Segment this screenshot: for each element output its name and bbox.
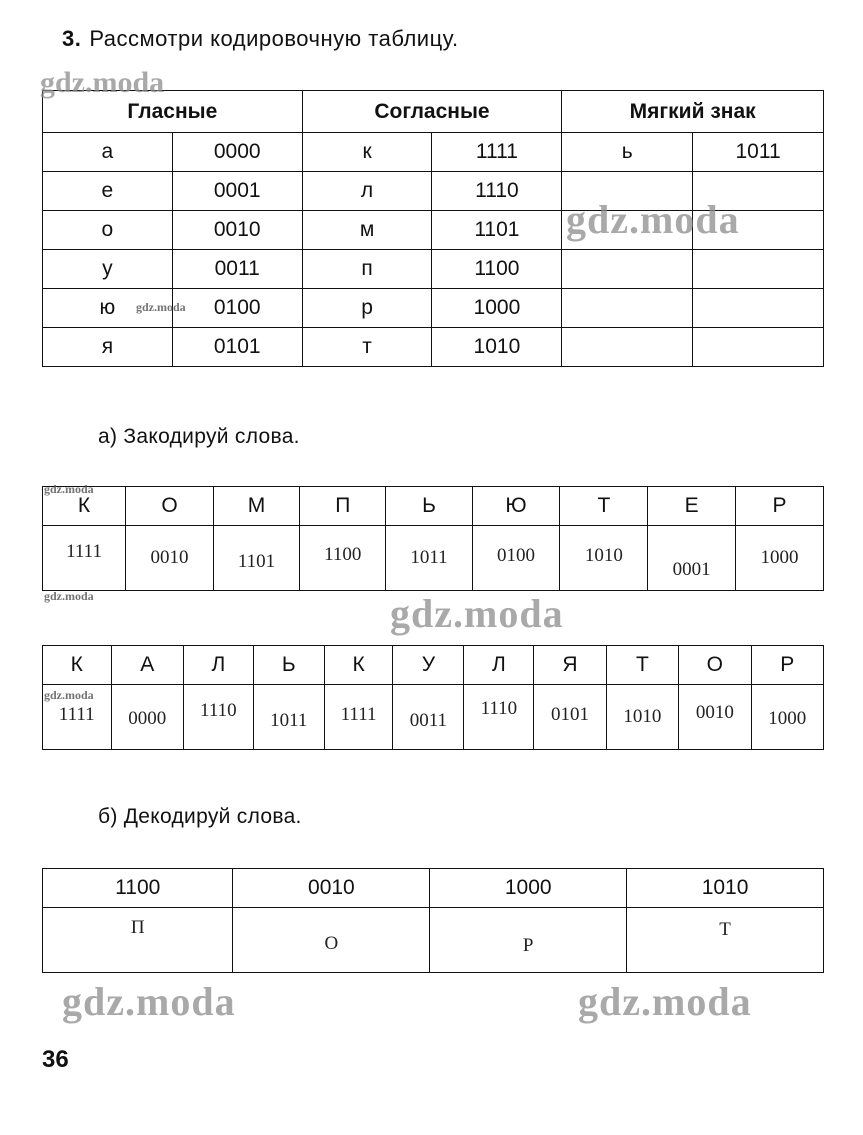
code-cell <box>693 328 824 367</box>
code-answer-cell <box>464 685 534 750</box>
task-text: Рассмотри кодировочную таблицу. <box>89 26 459 51</box>
letter-cell: ю <box>43 289 173 328</box>
code-cell: 1100 <box>43 869 233 908</box>
letter-cell: Т <box>560 487 648 526</box>
decode-table <box>42 868 824 973</box>
letter-cell: а <box>43 133 173 172</box>
part-a-label: а) Закодируй слова. <box>98 425 300 448</box>
letter-cell: р <box>302 289 432 328</box>
handwritten-code: 1011 <box>270 710 308 731</box>
letter-cell <box>562 328 693 367</box>
watermark: gdz.moda <box>566 197 740 242</box>
handwritten-code: 0100 <box>497 545 536 566</box>
handwritten-code: 0010 <box>695 702 734 723</box>
word-1-codes-row <box>43 526 824 591</box>
code-answer-cell <box>324 685 393 750</box>
code-cell: 1010 <box>432 328 562 367</box>
code-answer-cell <box>183 685 253 750</box>
code-answer-cell <box>393 685 464 750</box>
handwritten-code: 1010 <box>623 706 662 727</box>
code-answer-cell <box>534 685 606 750</box>
letter-cell <box>562 289 693 328</box>
watermark: gdz.moda <box>62 979 236 1024</box>
letter-cell: П <box>300 487 386 526</box>
code-cell <box>693 211 824 250</box>
code-answer-cell <box>472 526 560 591</box>
letter-cell: Ю <box>472 487 560 526</box>
code-answer-cell <box>736 526 824 591</box>
code-answer-cell <box>253 685 324 750</box>
handwritten-code: 1000 <box>768 708 807 729</box>
handwritten-code: 1011 <box>410 547 448 568</box>
handwritten-code: 1010 <box>584 545 623 566</box>
letter-cell: К <box>43 646 112 685</box>
coding-table-row <box>43 289 824 328</box>
code-answer-cell <box>43 526 126 591</box>
handwritten-letter: Т <box>719 919 731 940</box>
task-number: 3. <box>62 26 82 51</box>
part-b-label: б) Декодируй слова. <box>98 805 302 828</box>
encode-word-1-table <box>42 486 824 591</box>
code-cell: 0010 <box>233 869 430 908</box>
coding-table-row <box>43 328 824 367</box>
handwritten-code: 0001 <box>672 559 711 580</box>
header-consonants: Согласные <box>302 91 562 133</box>
handwritten-code: 0000 <box>128 708 167 729</box>
encode-word-2-table <box>42 645 824 750</box>
watermark: gdz.moda <box>136 300 186 314</box>
handwritten-code: 1110 <box>480 698 518 719</box>
code-cell: 0011 <box>172 250 302 289</box>
letter-cell: т <box>302 328 432 367</box>
letter-cell: М <box>213 487 299 526</box>
letter-cell: О <box>679 646 751 685</box>
code-answer-cell <box>111 685 183 750</box>
coding-table-header <box>43 91 824 133</box>
watermark: gdz.moda <box>40 66 165 99</box>
header-soft-sign: Мягкий знак <box>562 91 824 133</box>
header-vowels: Гласные <box>43 91 303 133</box>
code-cell: 1010 <box>627 869 824 908</box>
code-cell <box>693 250 824 289</box>
letter-cell <box>562 250 693 289</box>
handwritten-code: 1100 <box>324 544 362 565</box>
code-answer-cell <box>126 526 214 591</box>
code-answer-cell <box>679 685 751 750</box>
code-cell: 0101 <box>172 328 302 367</box>
letter-cell: Т <box>606 646 678 685</box>
letter-cell: Е <box>648 487 736 526</box>
task-title <box>62 26 459 52</box>
code-answer-cell <box>751 685 823 750</box>
letter-cell: О <box>126 487 214 526</box>
letter-cell <box>562 172 693 211</box>
code-answer-cell <box>213 526 299 591</box>
letter-cell: ь <box>562 133 693 172</box>
watermark: gdz.moda <box>44 688 94 702</box>
code-cell: 1000 <box>432 289 562 328</box>
letter-cell <box>562 211 693 250</box>
handwritten-code: 0010 <box>150 547 189 568</box>
letter-cell: Л <box>464 646 534 685</box>
coding-table-row <box>43 211 824 250</box>
decoded-letter-cell <box>233 908 430 973</box>
letter-cell: к <box>302 133 432 172</box>
code-cell: 0001 <box>172 172 302 211</box>
code-answer-cell <box>648 526 736 591</box>
decoded-letter-cell <box>43 908 233 973</box>
decoded-letter-cell <box>430 908 627 973</box>
letter-cell: Ь <box>386 487 472 526</box>
code-cell: 1110 <box>432 172 562 211</box>
page-number: 36 <box>42 1046 69 1073</box>
handwritten-code: 1111 <box>58 704 95 725</box>
watermark: gdz.moda <box>390 591 564 636</box>
code-cell <box>693 289 824 328</box>
coding-table-row <box>43 172 824 211</box>
letter-cell: У <box>393 646 464 685</box>
handwritten-code: 1110 <box>200 700 237 721</box>
letter-cell: п <box>302 250 432 289</box>
letter-cell: А <box>111 646 183 685</box>
decoded-letter-cell <box>627 908 824 973</box>
handwritten-code: 1000 <box>760 547 799 568</box>
code-cell: 0100 <box>172 289 302 328</box>
handwritten-code: 1111 <box>340 704 377 725</box>
watermark: gdz.moda <box>44 589 94 603</box>
letter-cell: я <box>43 328 173 367</box>
handwritten-code: 0101 <box>550 704 589 725</box>
handwritten-code: 0011 <box>409 710 448 731</box>
code-cell: 1000 <box>430 869 627 908</box>
letter-cell: Р <box>736 487 824 526</box>
code-answer-cell <box>606 685 678 750</box>
code-cell: 0000 <box>172 133 302 172</box>
word-1-letters-row <box>43 487 824 526</box>
letter-cell: е <box>43 172 173 211</box>
letter-cell: у <box>43 250 173 289</box>
code-cell <box>693 172 824 211</box>
decode-codes-row <box>43 869 824 908</box>
handwritten-code: 1101 <box>237 551 276 572</box>
watermark: gdz.moda <box>578 979 752 1024</box>
code-answer-cell <box>560 526 648 591</box>
handwritten-letter: П <box>130 917 145 938</box>
code-answer-cell <box>386 526 472 591</box>
word-2-letters-row <box>43 646 824 685</box>
coding-table <box>42 90 824 367</box>
handwritten-letter: О <box>324 933 339 954</box>
letter-cell: о <box>43 211 173 250</box>
letter-cell: л <box>302 172 432 211</box>
coding-table-row <box>43 133 824 172</box>
letter-cell: м <box>302 211 432 250</box>
letter-cell: Ь <box>253 646 324 685</box>
letter-cell: Я <box>534 646 606 685</box>
handwritten-code: 1111 <box>66 541 102 562</box>
handwritten-letter: Р <box>522 935 534 956</box>
code-cell: 0010 <box>172 211 302 250</box>
letter-cell: Р <box>751 646 823 685</box>
code-cell: 1011 <box>693 133 824 172</box>
code-answer-cell <box>300 526 386 591</box>
code-cell: 1101 <box>432 211 562 250</box>
decode-answers-row <box>43 908 824 973</box>
word-2-codes-row <box>43 685 824 750</box>
code-cell: 1111 <box>432 133 562 172</box>
watermark: gdz.moda <box>44 482 94 496</box>
code-cell: 1100 <box>432 250 562 289</box>
letter-cell: К <box>324 646 393 685</box>
letter-cell: Л <box>183 646 253 685</box>
code-answer-cell <box>43 685 112 750</box>
letter-cell: К <box>43 487 126 526</box>
coding-table-row <box>43 250 824 289</box>
